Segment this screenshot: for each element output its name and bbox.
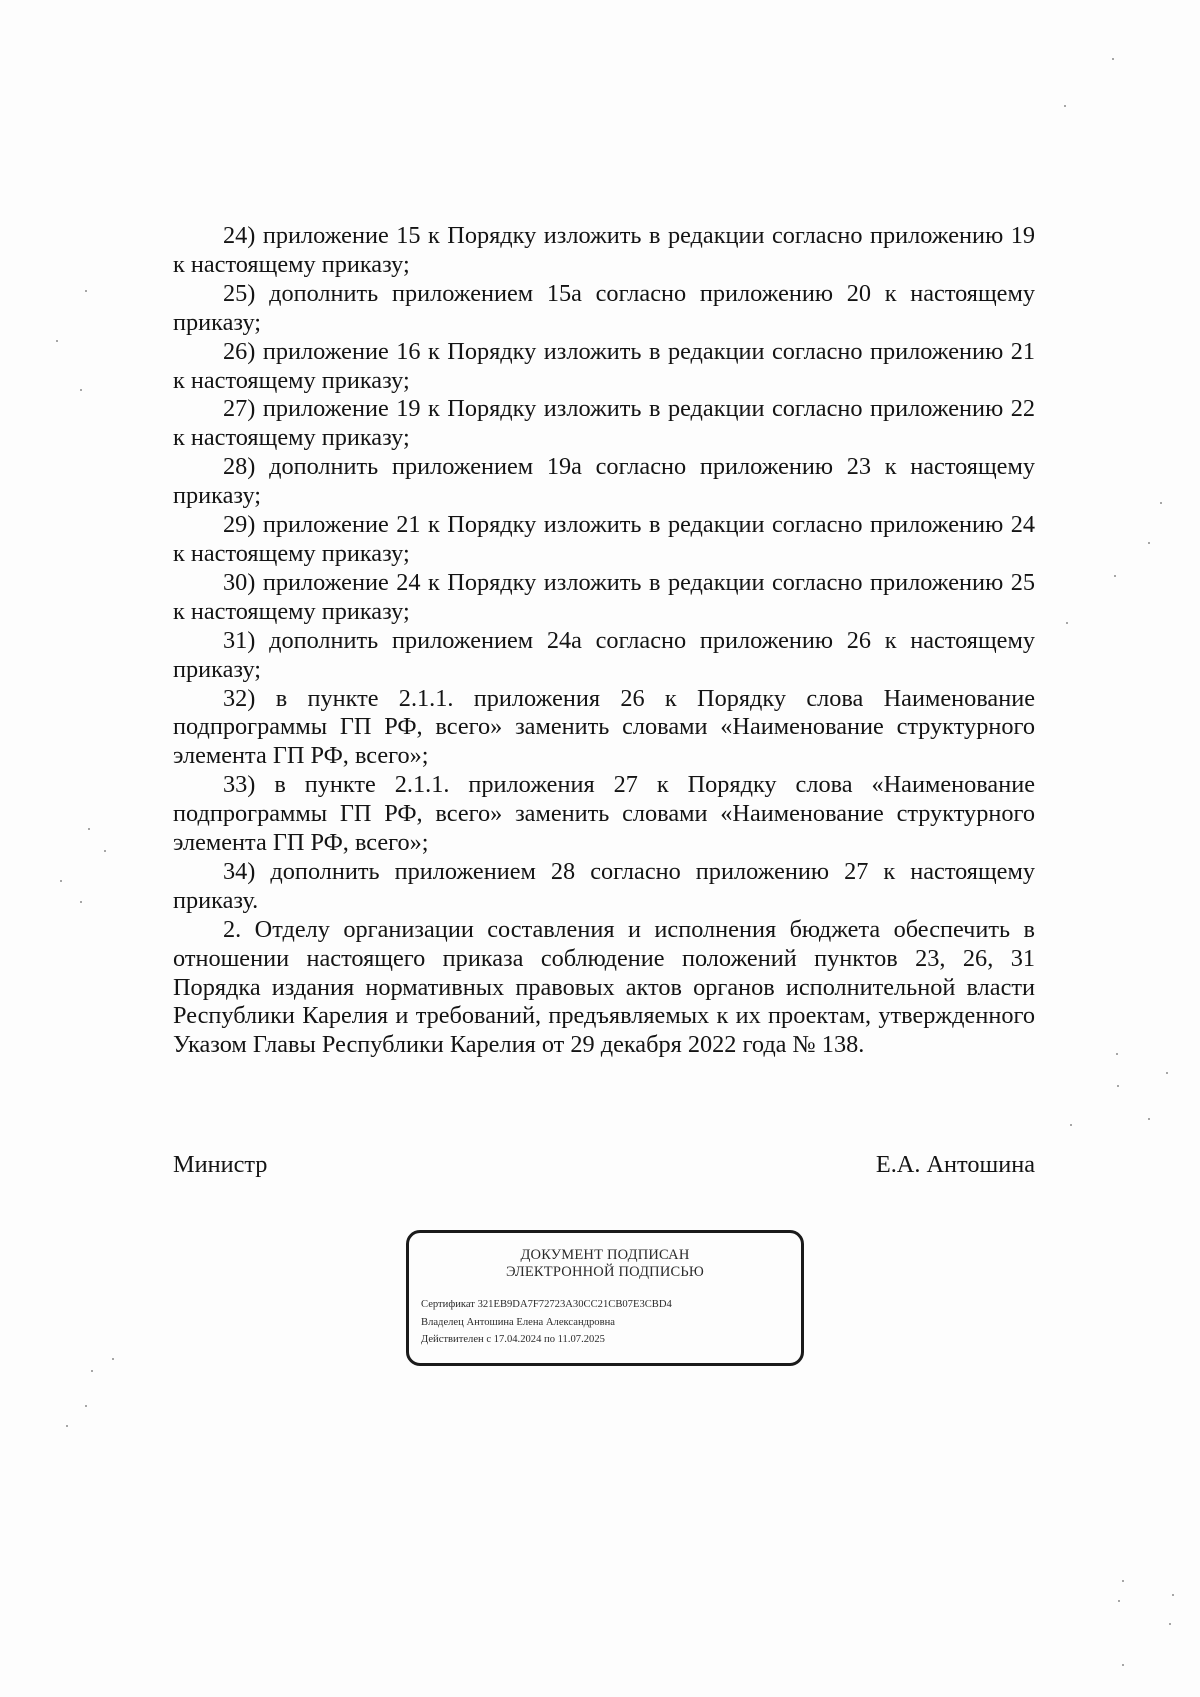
stamp-validity: Действителен с 17.04.2024 по 11.07.2025 [421,1334,605,1345]
paragraph-item-34: 34) дополнить приложением 28 согласно приложению 27 к настоящему приказу. [173,857,1035,914]
scan-speck [1172,1594,1174,1596]
paragraph-item-28: 28) дополнить приложением 19а согласно приложению 23 к настоящему приказу; [173,453,1035,510]
paragraph-item-30: 30) приложение 24 к Порядку изложить в редакции согласно приложению 25 к настоящему приказу; [173,568,1035,625]
stamp-title-line-2: ЭЛЕКТРОННОЙ ПОДПИСЬЮ [505,1264,705,1280]
scan-speck [1064,105,1066,107]
scan-speck [1148,542,1150,544]
scan-speck [1066,622,1068,624]
paragraph-item-32: 32) в пункте 2.1.1. приложения 26 к Порядку слова Наименование подпрограммы ГП РФ, всего» заменить словами «Наименование структурного элемента ГП РФ, всего»; [173,684,1035,770]
scan-speck [112,1358,114,1360]
scan-speck [1114,575,1116,577]
scan-speck [85,290,87,292]
paragraph-section-2: 2. Отделу организации составления и исполнения бюджета обеспечить в отношении настоящего приказа соблюдение положений пунктов 23, 26, 31 Порядка издания нормативных правовых актов органов исполнительной власти Республики Карелия и требований, предъявляемых к их проектам, утвержденного Указом Главы Республики Карелия от 29 декабря 2022 года № 138. [173,915,1035,1059]
electronic-signature-stamp [406,1230,804,1366]
signer-name: Е.А. Антошина [875,1151,1035,1178]
paragraph-item-24: 24) приложение 15 к Порядку изложить в редакции согласно приложению 19 к настоящему приказу; [173,222,1035,278]
stamp-details [421,1296,801,1349]
scan-speck [1118,1600,1120,1602]
scan-speck [1148,1118,1150,1120]
paragraph-item-26: 26) приложение 16 к Порядку изложить в редакции согласно приложению 21 к настоящему приказу; [173,337,1035,394]
scan-speck [88,828,90,830]
scan-speck [1166,1072,1168,1074]
scan-speck [91,1370,93,1372]
scan-speck [1169,1623,1171,1625]
stamp-owner: Владелец Антошина Елена Александровна [421,1316,615,1328]
signer-role: Министр [173,1151,268,1178]
paragraph-item-29: 29) приложение 21 к Порядку изложить в редакции согласно приложению 24 к настоящему приказу; [173,511,1035,567]
scan-speck [104,850,106,852]
scan-speck [85,1405,87,1407]
scan-speck [80,389,82,391]
scan-speck [80,901,82,903]
scan-speck [1112,58,1114,60]
stamp-title [409,1247,801,1281]
scan-speck [1160,502,1162,504]
stamp-title-line-1: ДОКУМЕНТ ПОДПИСАН [520,1247,690,1263]
scan-speck [1122,1580,1124,1582]
scan-speck [1122,1664,1124,1666]
scan-speck [1116,1053,1118,1055]
scan-speck [66,1425,68,1427]
document-body [173,222,1035,1060]
stamp-certificate: Сертификат 321EB9DA7F72723A30CC21CB07E3CBD4 [421,1299,672,1310]
paragraph-item-25: 25) дополнить приложением 15а согласно приложению 20 к настоящему приказу; [173,279,1035,336]
paragraph-item-33: 33) в пункте 2.1.1. приложения 27 к Порядку слова «Наименование подпрограммы ГП РФ, всего» заменить словами «Наименование структурного элемента ГП РФ, всего»; [173,771,1035,857]
scan-speck [1070,1124,1072,1126]
scan-speck [56,340,58,342]
scan-speck [60,880,62,882]
scan-speck [1117,1085,1119,1087]
paragraph-item-31: 31) дополнить приложением 24а согласно приложению 26 к настоящему приказу; [173,626,1035,683]
paragraph-item-27: 27) приложение 19 к Порядку изложить в редакции согласно приложению 22 к настоящему приказу; [173,395,1035,452]
